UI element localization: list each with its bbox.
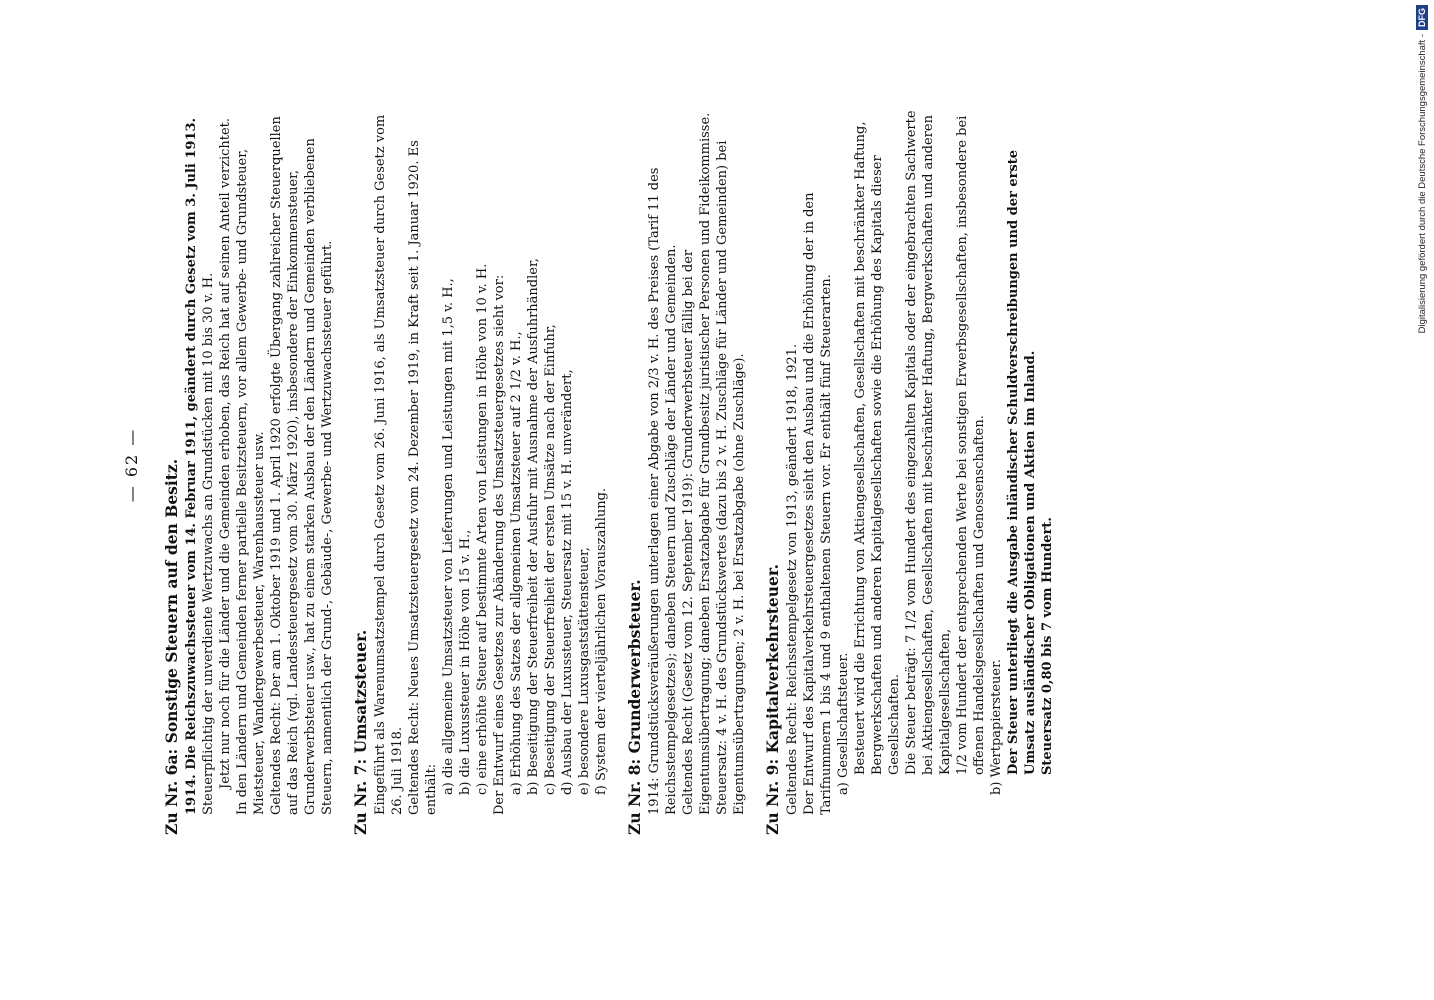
paragraph: Der Entwurf des Kapitalverkehrsteuergesetzes sieht den Ausbau und die Erhöhung der in den Tarifnummern 1 bis 4 und 9 enthaltenen Steuern vor. Er enthält fünf Steuerarten. xyxy=(802,192,834,815)
subsection-label: a) Gesellschaftsteuer. xyxy=(836,652,851,795)
paragraph: 1/2 vom Hundert der entsprechenden Werte bei sonstigen Erwerbsgesellschaften, insbesondere bei offenen Handelsgesellschaften und Genossenschaften. xyxy=(955,115,987,775)
section-8 xyxy=(625,95,748,835)
paragraph: Der Steuer unterliegt die Ausgabe inländischer Schuldverschreibungen und der erste Umsatz ausländischer Obligationen und Aktien im Inland. xyxy=(1006,149,1038,775)
paragraph: Geltendes Recht: Reichsstempelgesetz von 1913, geändert 1918, 1921. xyxy=(785,343,800,815)
digitization-notice xyxy=(1412,5,1434,395)
list-item: c) Beseitigung der Steuerfreiheit der ersten Umsätze nach der Einfuhr, xyxy=(543,324,558,795)
section-6a xyxy=(162,95,336,835)
paragraph: 1914. Die Reichszuwachssteuer vom 14. Februar 1911, geändert durch Gesetz vom 3. Juli 1913. xyxy=(184,117,199,815)
list-item: b) die Luxussteuer in Höhe von 15 v. H., xyxy=(458,529,473,795)
paragraph: 1914: Grundstücksveräußerungen unterlagen einer Abgabe von 2/3 v. H. des Preises (Tarif 11 des Reichsstempelgesetzes); daneben Steuern und Zuschläge der Länder und Gemeinden. xyxy=(647,167,679,815)
dfg-logo: DFG xyxy=(1416,5,1428,30)
list-item: d) Ausbau der Luxussteuer, Steuersatz mit 15 v. H. unverändert, xyxy=(560,369,575,795)
digitization-caption: Digitalisierung gefördert durch die Deutsche Forschungsgemeinschaft - xyxy=(1416,34,1428,334)
paragraph: Jetzt nur noch für die Länder und die Gemeinden erhoben, das Reich hat auf seinen Anteil verzichtet. xyxy=(218,117,233,789)
rotated-page xyxy=(118,95,1318,835)
page-body xyxy=(162,95,1071,835)
subsection-label: b) Wertpapiersteuer. xyxy=(989,659,1004,795)
section-heading: Zu Nr. 9: Kapitalverkehrsteuer. xyxy=(763,563,782,835)
list-item: a) die allgemeine Umsatzsteuer von Lieferungen und Leistungen mit 1,5 v. H., xyxy=(441,278,456,795)
paragraph: Eingeführt als Warenumsatzstempel durch Gesetz vom 26. Juni 1916, als Umsatzsteuer durch Gesetz vom 26. Juli 1918. xyxy=(373,114,405,815)
paragraph: Die Steuer beträgt: 7 1/2 vom Hundert des eingezahlten Kapitals oder der eingebrachten Sachwerte bei Aktiengesellschaften, Gesellschaften mit beschränkter Haftung, Bergwerkschaften und anderen Kapitalgesellschaften, xyxy=(904,110,953,775)
paragraph: Geltendes Recht: Neues Umsatzsteuergesetz vom 24. Dezember 1919, in Kraft seit 1. Januar 1920. Es enthält: xyxy=(407,140,439,815)
section-heading: Zu Nr. 8: Grunderwerbsteuer. xyxy=(625,579,644,835)
list-item: a) Erhöhung des Satzes der allgemeinen Umsatzsteuer auf 2 1/2 v. H., xyxy=(509,331,524,795)
section-9 xyxy=(763,95,1056,835)
list-item: b) Beseitigung der Steuerfreiheit der Ausfuhr mit Ausnahme der Ausfuhrhändler, xyxy=(526,258,541,795)
paragraph: In den Ländern und Gemeinden ferner partielle Besitzsteuern, vor allem Gewerbe- und Grundsteuer, Mietsteuer, Wandergewerbesteuer, Warenhaussteuer usw. xyxy=(235,148,267,815)
section-heading: Zu Nr. 7: Umsatzsteuer. xyxy=(351,629,370,835)
paragraph: Geltendes Recht (Gesetz vom 12. September 1919): Grunderwerbsteuer fällig bei der Eigentumsübertragung; daneben Ersatzabgabe für Grundbesitz juristischer Personen und Fideikommisse. xyxy=(681,112,713,815)
paragraph: Besteuert wird die Errichtung von Aktiengesellschaften, Gesellschaften mit beschränkter Haftung, Bergwerkschaften und anderen Kapitalgesellschaften sowie die Erhöhung des Kapitals dieser Gesellschaften. xyxy=(853,121,902,775)
section-7 xyxy=(351,95,610,835)
paragraph: Steuersatz: 4 v. H. des Grundstückswertes (dazu bis 2 v. H. Zuschläge für Länder und Gemeinden) bei Eigentumsübertragungen; 2 v. H. bei Ersatzabgabe (ohne Zuschläge). xyxy=(715,140,747,815)
page-number: — 62 — xyxy=(122,427,141,503)
section-heading: Zu Nr. 6a: Sonstige Steuern auf den Besitz. xyxy=(162,458,181,835)
paragraph: Steuersatz 0,80 bis 7 vom Hundert. xyxy=(1040,517,1055,775)
paragraph: Steuerpflichtig der unverdiente Wertzuwachs an Grundstücken mit 10 bis 30 v. H. xyxy=(201,272,216,815)
digitization-notice-text xyxy=(1412,5,1432,395)
paragraph: Geltendes Recht: Der am 1. Oktober 1919 und 1. April 1920 erfolgte Übergang zahlreicher Steuerquellen auf das Reich (vgl. Landessteuergesetz vom 30. März 1920), insbesondere der Einkommensteuer, Grunderwerbsteuer usw., hat zu einem starken Ausbau der den Ländern und Gemeinden verbliebenen Steuern, namentlich der Grund-, Gebäude-, Gewerbe- und Wertzuwachssteuer geführt. xyxy=(269,116,335,815)
list-item: f) System der vierteljährlichen Vorauszahlung. xyxy=(594,487,609,795)
list-item: e) besondere Luxusgaststättensteuer, xyxy=(577,547,592,795)
list-item: c) eine erhöhte Steuer auf bestimmte Arten von Leistungen in Höhe von 10 v. H. xyxy=(475,263,490,795)
paragraph: Der Entwurf eines Gesetzes zur Abänderung des Umsatzsteuergesetzes sieht vor: xyxy=(492,274,507,815)
